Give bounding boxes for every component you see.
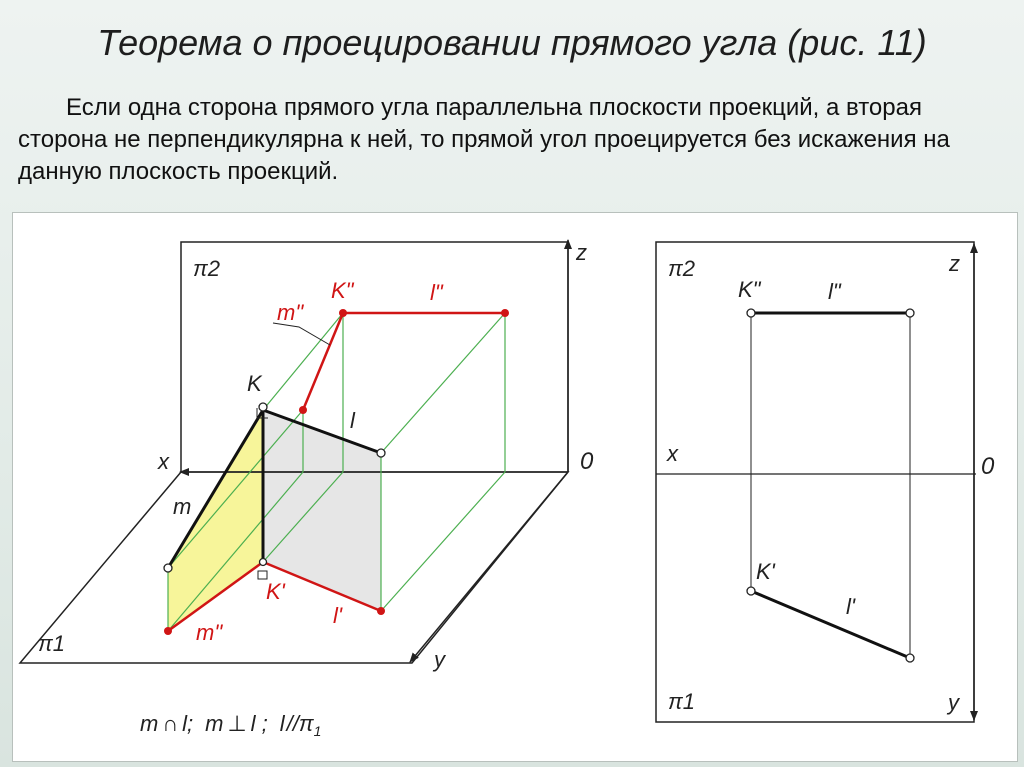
frontal-plane-frame [181,242,568,472]
condition-formula: m ∩ l; m ⊥ l ; $l//\pi_1$ [140,711,322,739]
label-K-top-right: K' [756,559,775,584]
label-z-right: z [949,251,960,276]
label-K-front-right: K" [738,277,761,302]
label-x-right: x [667,441,678,466]
label-z-left: z [576,240,587,265]
label-m: m [173,494,192,519]
axonometric-view [20,240,594,672]
label-pi1-left: π1 [38,631,65,656]
label-l-top-right: l' [846,594,856,619]
label-pi1-right: π1 [668,689,695,714]
label-K-top: K' [266,579,285,604]
label-m-front: m" [277,300,304,325]
label-y-left: y [434,647,445,672]
label-m-top: m" [196,620,223,645]
epure-points [747,309,914,662]
label-pi2-left: π2 [193,256,220,281]
orthographic-view [656,242,995,722]
label-y-right: y [948,690,959,715]
label-l-top: l' [333,603,343,628]
right-angle-mark-Kprime [258,571,267,579]
theorem-text: Если одна сторона прямого угла параллельна плоскости проекций, а вторая сторона не перпендикулярна к ней, то прямой угол проецируется без искажения на данную плоскость проекций. [18,94,950,185]
label-pi2-right: π2 [668,256,695,281]
label-l: l [350,408,355,433]
label-K-front: K" [331,278,354,303]
label-origin-left: 0 [580,448,594,475]
epure-l-top [751,591,910,658]
m-front-leader [273,323,330,345]
slide-title: Теорема о проецировании прямого угла (рис. 11) [97,22,927,63]
y-axis [410,472,568,662]
label-l-front-right: l" [828,279,841,304]
label-K: K [247,371,262,396]
label-x-left: x [158,449,169,474]
label-origin-right: 0 [981,453,995,480]
label-l-front: l" [430,280,443,305]
